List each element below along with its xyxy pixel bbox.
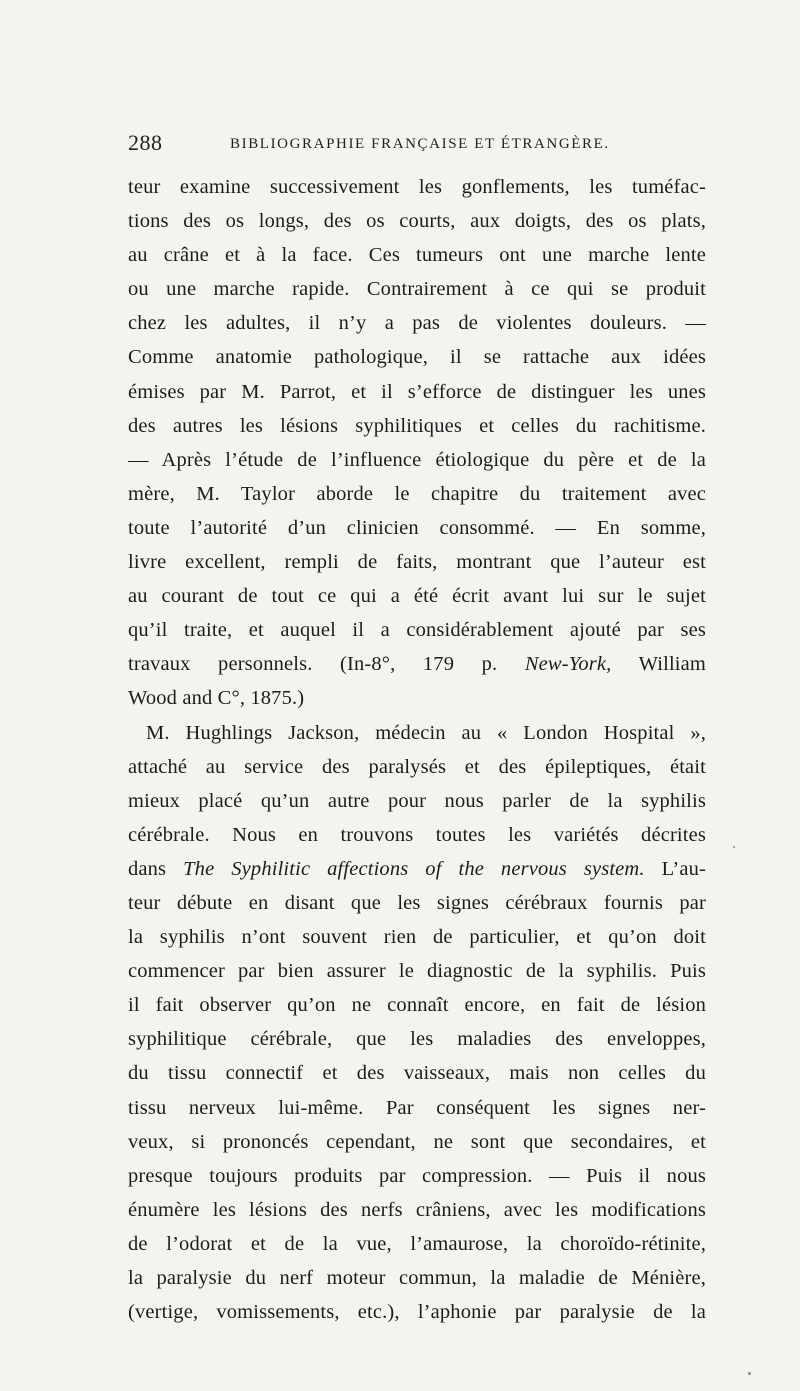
text-line: mieux placé qu’un autre pour nous parler de la syphilis	[128, 789, 706, 812]
text-line: énumère les lésions des nerfs crâniens, avec les modifications	[128, 1198, 706, 1221]
text-line: la syphilis n’ont souvent rien de particulier, et qu’on doit	[128, 926, 706, 949]
text-line: il fait observer qu’on ne connaît encore, en fait de lésion	[128, 994, 706, 1017]
text-line: teur débute en disant que les signes cérébraux fournis par	[128, 891, 706, 914]
text-line: travaux personnels. (In-8°, 179 p. New-York, William	[128, 653, 706, 676]
text-line: au crâne et à la face. Ces tumeurs ont une marche lente	[128, 244, 706, 267]
text-line: au courant de tout ce qui a été écrit avant lui sur le sujet	[128, 585, 706, 608]
text-line: (vertige, vomissements, etc.), l’aphonie par paralysie de la	[128, 1301, 706, 1324]
text-line: de l’odorat et de la vue, l’amaurose, la choroïdo-rétinite,	[128, 1232, 706, 1255]
text-line: des autres les lésions syphilitiques et celles du rachitisme.	[128, 414, 706, 437]
text-line: cérébrale. Nous en trouvons toutes les variétés décrites	[128, 823, 706, 846]
italic-title: The Syphilitic affections of the nervous system.	[183, 857, 645, 880]
paper-speck	[748, 1372, 751, 1375]
page-number: 288	[128, 130, 163, 155]
text-line: Comme anatomie pathologique, il se rattache aux idées	[128, 346, 706, 369]
running-title: BIBLIOGRAPHIE FRANÇAISE ET ÉTRANGÈRE.	[230, 136, 610, 152]
text-line: syphilitique cérébrale, que les maladies des enveloppes,	[128, 1028, 706, 1051]
text-line: veux, si prononcés cependant, ne sont que secondaires, et	[128, 1130, 706, 1153]
text-line: M. Hughlings Jackson, médecin au « London Hospital »,	[146, 721, 706, 744]
text-line: ou une marche rapide. Contrairement à ce qui se produit	[128, 278, 706, 301]
text-line: tions des os longs, des os courts, aux doigts, des os plats,	[128, 210, 706, 233]
text-line: chez les adultes, il n’y a pas de violentes douleurs. —	[128, 312, 706, 335]
text-line: — Après l’étude de l’influence étiologique du père et de la	[128, 448, 706, 471]
text-line: qu’il traite, et auquel il a considérablement ajouté par ses	[128, 619, 706, 642]
text-line: Wood and C°, 1875.)	[128, 687, 305, 710]
body-text	[128, 170, 706, 1329]
text-line: du tissu connectif et des vaisseaux, mais non celles du	[128, 1062, 706, 1085]
text-line: teur examine successivement les gonflements, les tuméfac-	[128, 176, 706, 198]
italic-place: New-York,	[524, 653, 612, 676]
text-line: attaché au service des paralysés et des épileptiques, était	[128, 755, 706, 778]
text-line: émises par M. Parrot, et il s’efforce de distinguer les unes	[128, 380, 706, 403]
text-line: toute l’autorité d’un clinicien consommé. — En somme,	[128, 516, 706, 539]
text-line: mère, M. Taylor aborde le chapitre du traitement avec	[128, 482, 706, 505]
paper-speck	[733, 846, 735, 848]
text-line: la paralysie du nerf moteur commun, la maladie de Ménière,	[128, 1267, 706, 1289]
text-line: livre excellent, rempli de faits, montrant que l’auteur est	[128, 551, 706, 574]
text-line: commencer par bien assurer le diagnostic de la syphilis. Puis	[128, 960, 706, 983]
text-line: tissu nerveux lui-même. Par conséquent les signes ner-	[128, 1096, 706, 1119]
text-line: presque toujours produits par compression. — Puis il nous	[128, 1164, 706, 1187]
text-line: dans The Syphilitic affections of the nervous system. L’au-	[128, 857, 706, 880]
page-header	[128, 130, 708, 164]
